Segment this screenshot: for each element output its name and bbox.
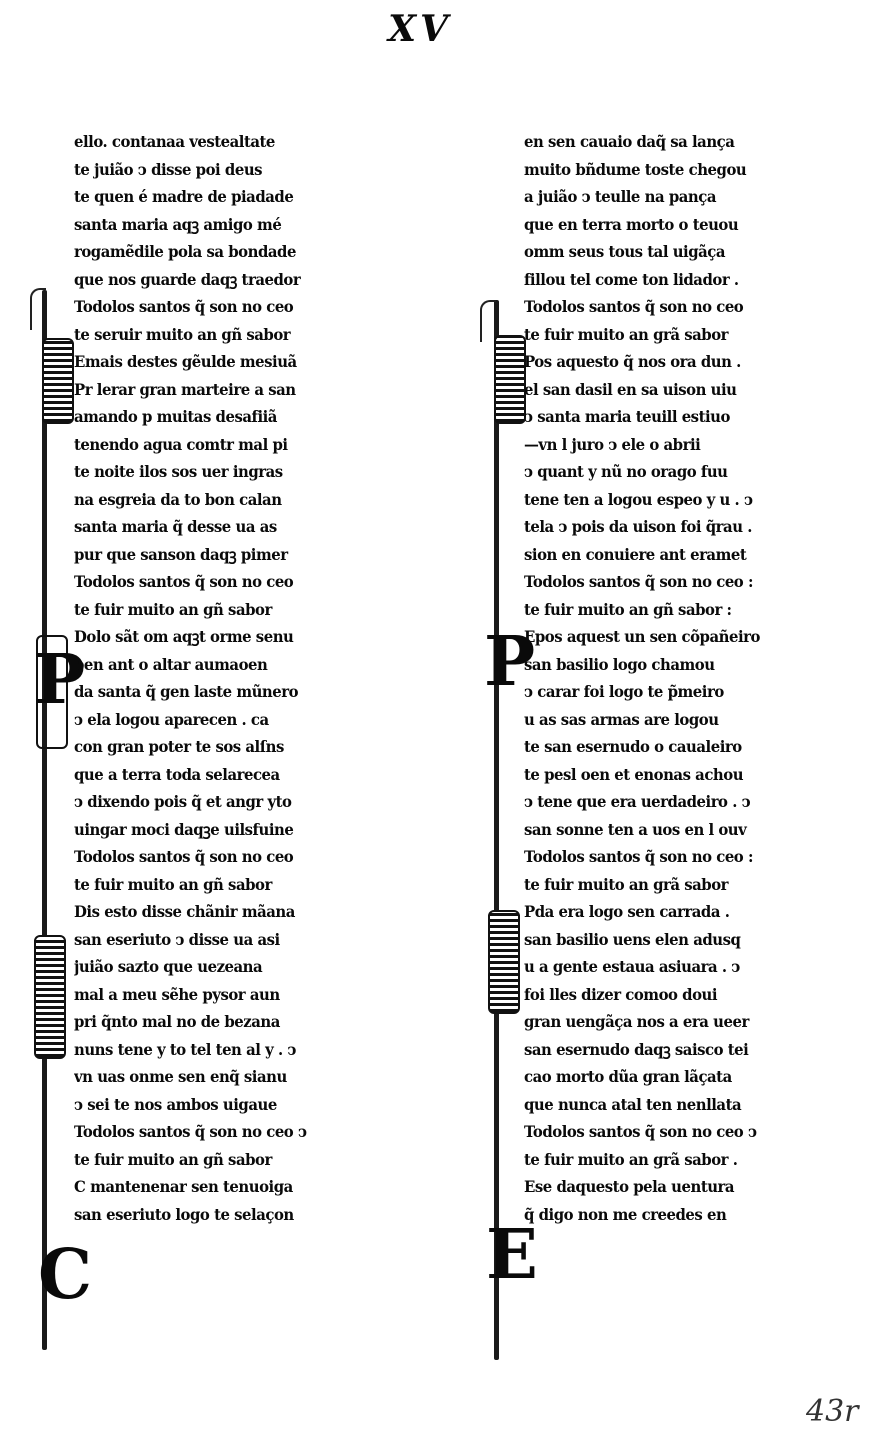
text-line: mal a meu sẽhe pysor aun [74, 984, 280, 1004]
text-line: ↄ dixendo pois q̃ et angr yto [74, 792, 292, 811]
text-line: a juião ↄ teulle na pança [524, 187, 716, 206]
text-line: el san dasil en sa uison uiu [524, 379, 737, 399]
left-initial-3-box [34, 935, 66, 1059]
text-line: Dolo sãt om aqꝫt orme senu [74, 627, 294, 646]
text-line: uingar moci daqꝫe uilsfuine [74, 819, 294, 839]
left-rubric-bar [42, 290, 47, 1350]
text-line: san esernudo daqꝫ saisco tei [524, 1039, 749, 1059]
text-line: en sen cauaio daq̃ sa lança [524, 132, 735, 151]
text-line: u a gente estaua asiuara . ↄ [524, 957, 740, 976]
text-line: —vn l juro ↄ ele o abrii [524, 434, 701, 454]
text-line: tenendo agua comtr mal pi [74, 434, 288, 454]
text-line: amando p muitas desafiiã [74, 407, 277, 426]
text-line: omm seus tous tal uigãça [524, 242, 726, 261]
text-line: Todolos santos q̃ son no ceo [524, 297, 744, 316]
text-line: u as sas armas are logou [524, 709, 719, 729]
text-line: Pos aquesto q̃ nos ora dun . [524, 352, 741, 371]
text-line: Todolos santos q̃ son no ceo ↄ [74, 1122, 307, 1141]
text-line: nuns tene y to tel ten al y . ↄ [74, 1039, 296, 1059]
right-initial-3-box [488, 910, 520, 1014]
folio-header: XV [388, 8, 452, 50]
text-line: Todolos santos q̃ son no ceo ↄ [524, 1122, 757, 1141]
text-line: te pesl oen et enonas achou [524, 764, 744, 784]
text-line: pri q̃nto mal no de bezana [74, 1012, 280, 1031]
right-initial-4-letter: E [486, 1215, 538, 1295]
text-line: ben ant o altar aumaoen [74, 654, 268, 674]
text-line: san eseriuto ↄ disse ua asi [74, 929, 280, 949]
text-line: Todolos santos q̃ son no ceo : [524, 847, 753, 866]
text-line: te fuir muito an gñ sabor [74, 1149, 272, 1169]
text-line: te noite ilos sos uer ingras [74, 462, 283, 481]
text-line: vn uas onme sen enq̃ sianu [74, 1067, 287, 1086]
text-line: que a terra toda selarecea [74, 764, 280, 784]
text-line: ↄ carar foi logo te p̃meiro [524, 682, 724, 701]
text-line: te quen é madre de piadade [74, 187, 294, 206]
text-line: te fuir muito an grã sabor [524, 324, 729, 344]
text-line: juião sazto que uezeana [74, 957, 263, 976]
text-line: san eseriuto logo te selaçon [74, 1204, 294, 1224]
text-line: Ese daquesto pela uentura [524, 1177, 735, 1196]
text-line: sion en conuiere ant eramet [524, 544, 747, 564]
right-text-column [524, 128, 786, 1228]
text-line: te fuir muito an grã sabor . [524, 1149, 738, 1169]
right-rubric-bar [494, 300, 499, 1360]
text-line: Epos aquest un sen cõpañeiro [524, 627, 760, 646]
text-line: fillou tel come ton lidador . [524, 269, 739, 289]
text-line: tene ten a logou espeo y u . ↄ [524, 489, 753, 509]
left-initial-1-box [42, 338, 74, 424]
text-line: q̃ digo non me creedes en [524, 1204, 727, 1224]
text-line: ↄ sei te nos ambos uigaue [74, 1094, 277, 1114]
text-line: te fuir muito an gñ sabor [74, 599, 272, 619]
text-line: te fuir muito an gñ sabor [74, 874, 272, 894]
text-line: te fuir muito an grã sabor [524, 874, 729, 894]
text-line: cao morto dũa gran lãçata [524, 1067, 732, 1086]
text-line: Dis esto disse chãnir mãana [74, 902, 295, 921]
text-line: san basilio uens elen adusq [524, 929, 741, 949]
right-flourish-1 [480, 300, 496, 342]
text-line: santa maria aqꝫ amigo mé [74, 214, 282, 234]
text-line: rogamẽdile pola sa bondade [74, 242, 296, 261]
text-line: te san esernudo o caualeiro [524, 737, 742, 756]
text-line: Todolos santos q̃ son no ceo [74, 847, 294, 866]
text-line: gran uengãça nos a era ueer [524, 1012, 749, 1031]
text-line: que en terra morto o teuou [524, 214, 739, 234]
text-line: ↄ ela logou aparecen . ca [74, 709, 269, 729]
text-line: C mantenenar sen tenuoiga [74, 1177, 293, 1196]
text-line: te seruir muito an gñ sabor [74, 324, 291, 344]
text-line: te fuir muito an gñ sabor : [524, 599, 732, 619]
left-initial-2-letter: P [34, 640, 86, 720]
text-line: foi lles dizer comoo doui [524, 984, 718, 1004]
text-line: Pda era logo sen carrada . [524, 902, 730, 921]
text-line: pur que sanson daqꝫ pimer [74, 544, 288, 564]
right-initial-2-letter: P [484, 622, 536, 702]
text-line: que nunca atal ten nenllata [524, 1094, 742, 1114]
text-line: Todolos santos q̃ son no ceo : [524, 572, 753, 591]
text-line: que nos guarde daqꝫ traedor [74, 269, 301, 289]
page-number: 43r [806, 1394, 859, 1429]
text-line: Todolos santos q̃ son no ceo [74, 297, 294, 316]
text-line: na esgreia da to bon calan [74, 489, 282, 509]
text-line: ↄ santa maria teuill estiuo [524, 407, 730, 426]
text-line: Emais destes gẽulde mesiuã [74, 352, 297, 371]
text-line: ↄ tene que era uerdadeiro . ↄ [524, 792, 751, 811]
text-line: san basilio logo chamou [524, 654, 715, 674]
text-line: Pr lerar gran marteire a san [74, 379, 296, 399]
text-line: con gran poter te sos alſns [74, 737, 284, 756]
left-flourish-1 [30, 288, 46, 330]
right-initial-1-box [494, 335, 526, 424]
text-line: tela ↄ pois da uison foi q̃rau . [524, 517, 752, 536]
text-line: santa maria q̃ desse ua as [74, 517, 277, 536]
text-line: muito bñdume toste chegou [524, 159, 747, 179]
text-line: ello. contanaa vestealtate [74, 132, 275, 151]
left-initial-4-letter: C [38, 1235, 93, 1315]
text-line: ↄ quant y nũ no orago fuu [524, 462, 728, 481]
left-text-column [74, 128, 336, 1228]
text-line: te juião ↄ disse poi deus [74, 159, 263, 179]
text-line: Todolos santos q̃ son no ceo [74, 572, 294, 591]
text-line: da santa q̃ gen laste mũnero [74, 682, 299, 701]
text-line: san sonne ten a uos en l ouv [524, 819, 747, 839]
